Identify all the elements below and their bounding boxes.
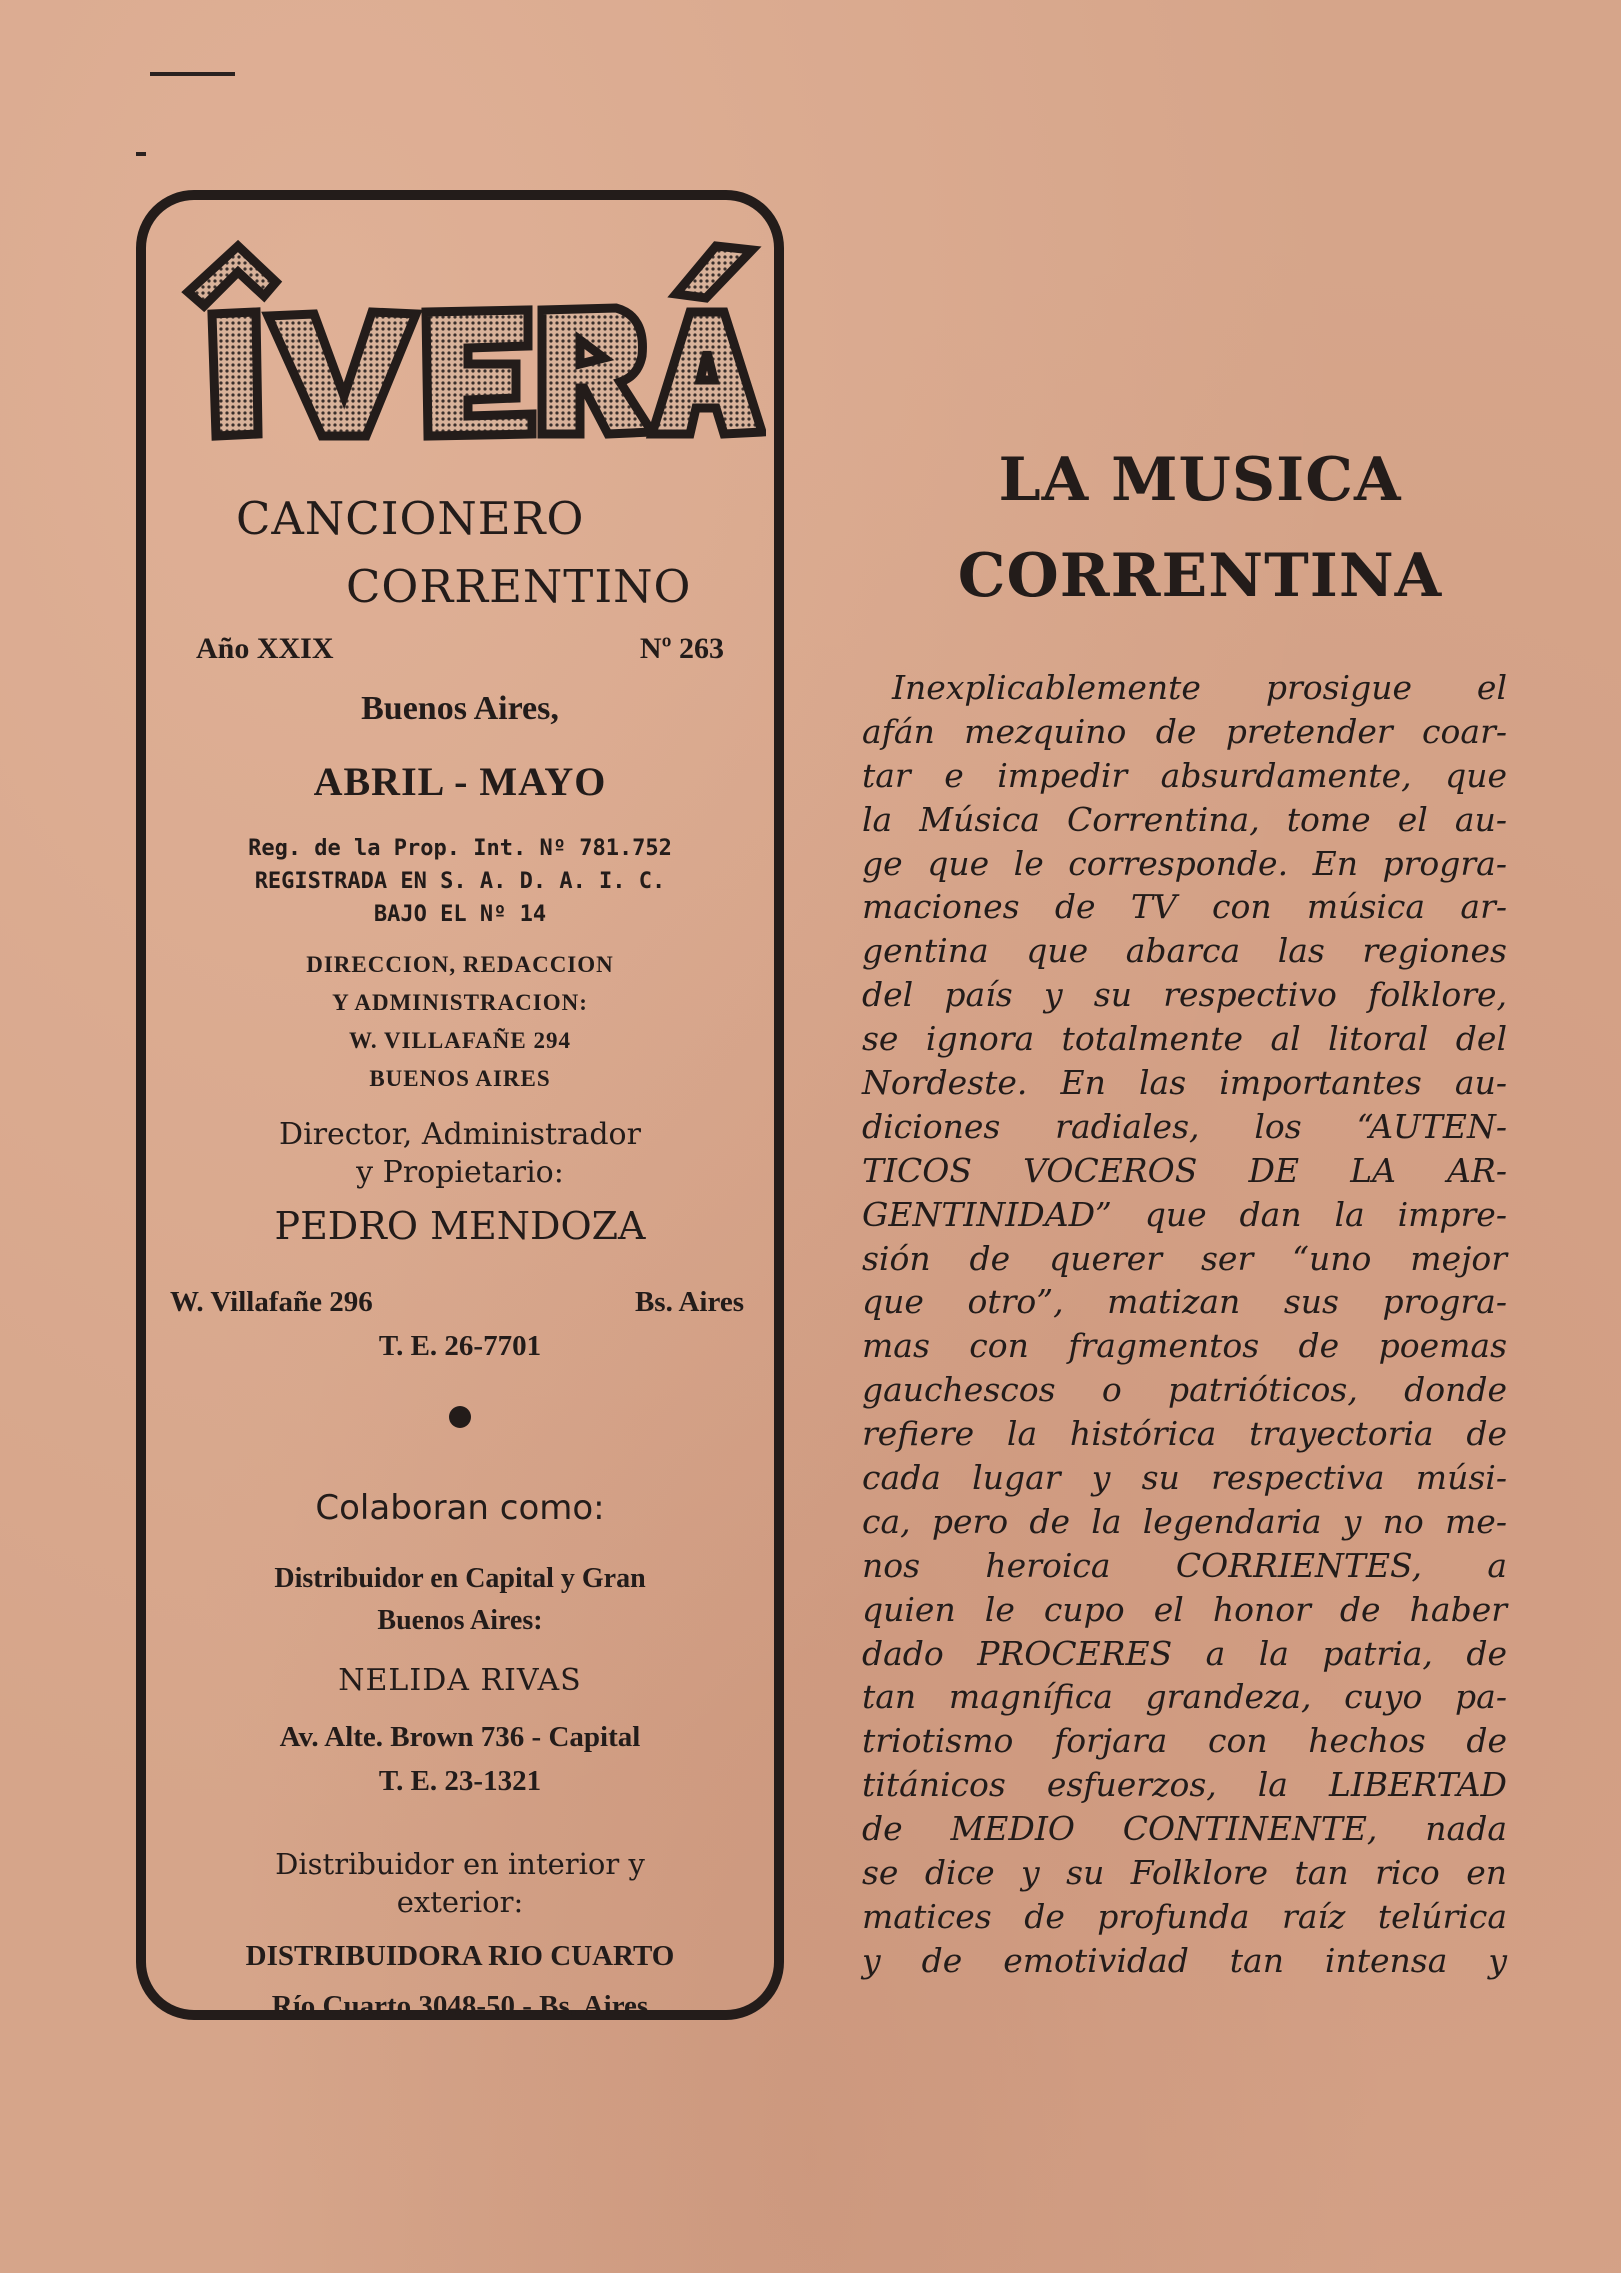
article-body	[862, 666, 1507, 1983]
issue-row	[196, 632, 724, 666]
article-line: gauchescos o patrióticos, donde	[862, 1370, 1507, 1410]
article-title	[880, 432, 1520, 624]
article-line: se dice y su Folklore tan rico en	[862, 1853, 1507, 1893]
distributor-interior-name: DISTRIBUIDORA RIO CUARTO	[245, 1940, 675, 1972]
distributor-capital-name: NELIDA RIVAS	[338, 1663, 582, 1698]
article-line: quien le cupo el honor de haber	[862, 1589, 1507, 1629]
subtitle-correntino: CORRENTINO	[346, 560, 692, 613]
article-line: Inexplicablemente prosigue el	[892, 668, 1507, 707]
registration-line: BAJO EL Nº 14	[373, 902, 547, 927]
article-line: de MEDIO CONTINENTE, nada	[862, 1809, 1507, 1849]
bullet-separator	[449, 1406, 471, 1428]
article-line: ge que le corresponde. En progra-	[862, 843, 1507, 883]
director-label-line: Director, Administrador	[279, 1117, 641, 1152]
issue-months: ABRIL - MAYO	[313, 759, 607, 804]
registration-line: REGISTRADA EN S. A. D. A. I. C.	[254, 869, 666, 894]
masthead-box	[136, 190, 784, 2020]
distributor-capital-address: Av. Alte. Brown 736 - Capital	[279, 1721, 641, 1753]
owner-address: W. Villafañe 296	[170, 1286, 373, 1318]
direction-line: W. VILLAFAÑE 294	[349, 1028, 571, 1053]
collaborators-heading: Colaboran como:	[315, 1488, 605, 1528]
distributor-label-line: Distribuidor en Capital y Gran	[274, 1563, 646, 1594]
distributor-label-line: Buenos Aires:	[377, 1605, 543, 1636]
article-title-line: LA MUSICA	[998, 445, 1402, 515]
article-line: matices de profunda raíz telúrica	[862, 1896, 1507, 1936]
scan-mark	[136, 152, 146, 156]
distributor-capital-contact	[146, 1715, 774, 1803]
issue-number: Nº 263	[639, 632, 724, 665]
owner-name: PEDRO MENDOZA	[274, 1204, 646, 1248]
article-line: diciones radiales, los “AUTEN-	[862, 1106, 1507, 1146]
article-line: la Música Correntina, tome el au-	[862, 799, 1507, 839]
owner-city: Bs. Aires	[634, 1286, 744, 1318]
article-line: se ignora totalmente al litoral del	[862, 1019, 1507, 1059]
article-line: Nordeste. En las importantes au-	[862, 1063, 1507, 1103]
article-line: titánicos esfuerzos, la LIBERTAD	[862, 1765, 1507, 1805]
distributor-interior-label	[146, 1845, 774, 1921]
article-line: cada lugar y su respectiva músi-	[862, 1458, 1507, 1498]
owner-address-row	[170, 1286, 744, 1319]
article-line: refiere la histórica trayectoria de	[862, 1414, 1507, 1454]
direction-line: Y ADMINISTRACION:	[332, 990, 588, 1015]
distributor-label-line: Distribuidor en interior y	[275, 1847, 645, 1881]
direction-block	[146, 946, 774, 1098]
director-label	[146, 1116, 774, 1192]
direction-line: BUENOS AIRES	[369, 1066, 551, 1091]
direction-line: DIRECCION, REDACCION	[306, 952, 614, 977]
subtitle-cancionero: CANCIONERO	[236, 492, 585, 545]
article-line: triotismo forjara con hechos de	[862, 1721, 1507, 1761]
article-line: GENTINIDAD” que dan la impre-	[862, 1194, 1507, 1234]
registration-block	[146, 832, 774, 931]
article-line: sión de querer ser “uno mejor	[862, 1238, 1507, 1278]
owner-phone: T. E. 26-7701	[378, 1330, 542, 1362]
city: Buenos Aires,	[361, 690, 559, 727]
registration-line: Reg. de la Prop. Int. Nº 781.752	[248, 836, 672, 861]
article-line: y de emotividad tan intensa y	[862, 1940, 1507, 1980]
director-label-line: y Propietario:	[356, 1155, 564, 1190]
article-line: tar e impedir absurdamente, que	[862, 755, 1507, 795]
article-line: nos heroica CORRIENTES, a	[862, 1545, 1507, 1585]
article-line: gentina que abarca las regiones	[862, 931, 1507, 971]
distributor-capital-phone: T. E. 23-1321	[378, 1765, 542, 1797]
article-line: que otro”, matizan sus progra-	[862, 1282, 1507, 1322]
article-line: afán mezquino de pretender coar-	[862, 711, 1507, 751]
magazine-logo	[176, 236, 766, 446]
article-line: maciones de TV con música ar-	[862, 887, 1507, 927]
article-line: mas con fragmentos de poemas	[862, 1326, 1507, 1366]
article-line: ca, pero de la legendaria y no me-	[862, 1501, 1507, 1541]
article-line: tan magnífica grandeza, cuyo pa-	[862, 1677, 1507, 1717]
scan-mark	[150, 72, 235, 76]
distributor-capital-label	[146, 1558, 774, 1642]
logo-graphic	[176, 236, 766, 446]
distributor-label-line: exterior:	[396, 1885, 524, 1919]
year-label: Año XXIX	[196, 632, 334, 665]
distributor-interior-address: Río Cuarto 3048-50 - Bs. Aires	[271, 1990, 649, 2022]
article-line: dado PROCERES a la patria, de	[862, 1633, 1507, 1673]
article-line: TICOS VOCEROS DE LA AR-	[862, 1150, 1507, 1190]
article-line: del país y su respectivo folklore,	[862, 975, 1507, 1015]
article-title-line: CORRENTINA	[957, 541, 1443, 611]
